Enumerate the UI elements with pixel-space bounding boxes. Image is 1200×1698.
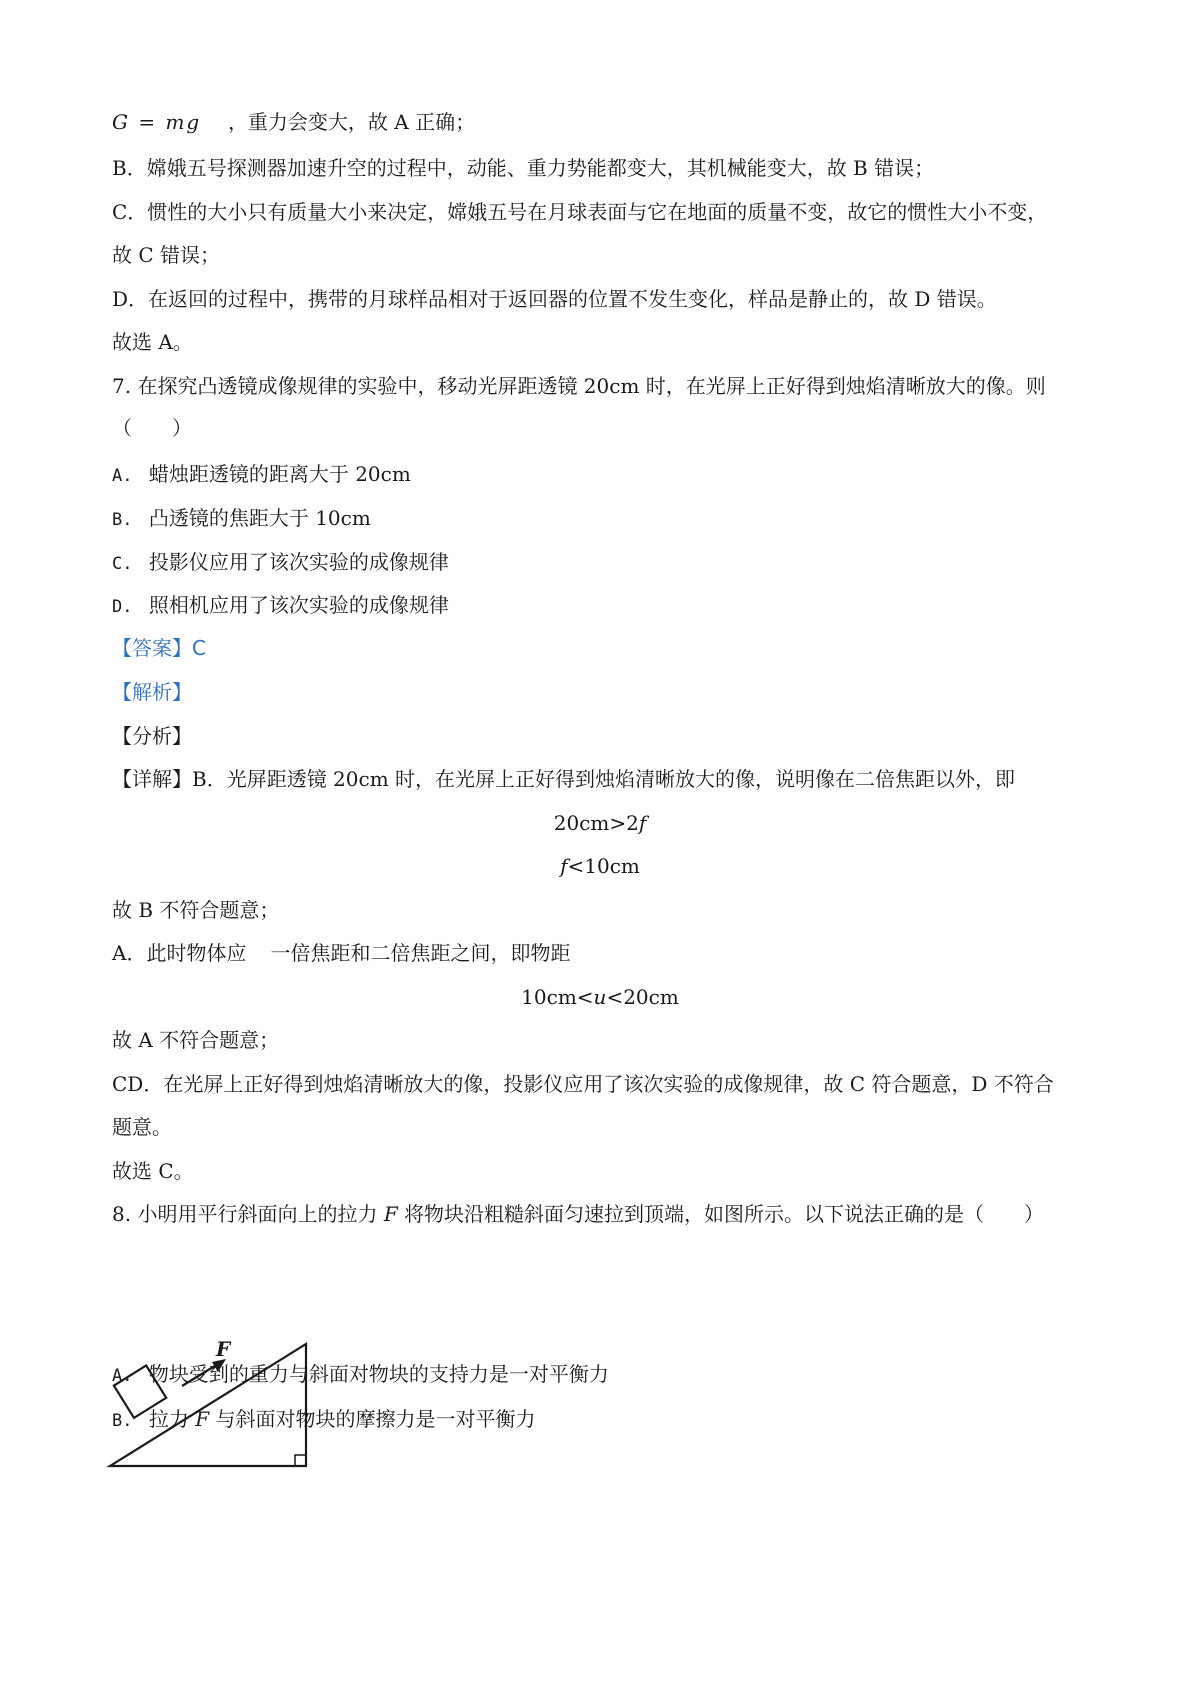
gravity-formula: G = mg (112, 110, 202, 134)
equation-1-var: f (638, 811, 647, 835)
option-text: 蜡烛距透镜的距离大于 20cm (148, 462, 411, 486)
text-line-option-d-explain: D．在返回的过程中，携带的月球样品相对于返回器的位置不发生变化，样品是静止的，故 D 错误。 (112, 287, 997, 311)
question-7-bracket: （ ） (112, 416, 192, 440)
text-line-option-b-explain: B．嫦娥五号探测器加速升空的过程中，动能、重力势能都变大，其机械能变大，故 B 错误； (112, 156, 935, 180)
answer-label: 【答案】 (112, 636, 192, 660)
detail-line-3-part-b: 一倍焦距和二倍焦距之间，即物距 (270, 941, 571, 965)
option-letter: B. (112, 510, 133, 530)
option-var: F (195, 1407, 210, 1431)
option-text-part-a: 拉力 (148, 1407, 189, 1431)
fenxi-label: 【分析】 (112, 724, 192, 748)
option-text: 凸透镜的焦距大于 10cm (148, 506, 371, 530)
detail-line-2: 故 B 不符合题意； (112, 898, 280, 922)
answer-value: C (192, 636, 206, 660)
detail-line-1: 【详解】B．光屏距透镜 20cm 时，在光屏上正好得到烛焰清晰放大的像，说明像在二倍焦距以外，即 (112, 767, 1016, 791)
answer-line (112, 634, 206, 662)
question-7-stem: 7. 在探究凸透镜成像规律的实验中，移动光屏距透镜 20cm 时，在光屏上正好得到烛焰清晰放大的像。则 (112, 374, 1046, 398)
question-8-stem-part-b: 将物块沿粗糙斜面匀速拉到顶端，如图所示。以下说法正确的是（ ） (404, 1202, 1045, 1226)
option-text: 投影仪应用了该次实验的成像规律 (148, 550, 449, 574)
question-7-option-c (112, 548, 449, 578)
option-text: 照相机应用了该次实验的成像规律 (148, 593, 449, 617)
option-letter: A. (112, 1366, 133, 1386)
equation-2-right: <10cm (567, 854, 640, 878)
detail-line-4: 故 A 不符合题意； (112, 1028, 280, 1052)
equation-3-left: 10cm< (521, 985, 594, 1009)
option-letter: A. (112, 466, 133, 486)
option-letter: C. (112, 554, 133, 574)
question-8-option-a (112, 1360, 609, 1390)
detail-line-3 (112, 939, 570, 967)
option-text-part-b: 与斜面对物块的摩擦力是一对平衡力 (215, 1407, 536, 1431)
question-8-stem-var: F (383, 1202, 398, 1226)
question-7-option-b (112, 504, 371, 534)
equation-1-left: 20cm>2 (553, 811, 639, 835)
gravity-conclusion: ，重力会变大，故 A 正确； (227, 110, 476, 134)
equation-2-var: f (560, 854, 568, 878)
detail-line-3-part-a: A．此时物体应 (112, 941, 247, 965)
option-letter: B. (112, 1411, 133, 1431)
equation-1 (0, 809, 1200, 837)
option-letter: D. (112, 597, 133, 617)
equation-3 (0, 983, 1200, 1011)
detail-line-6: 题意。 (112, 1115, 172, 1139)
question-8-stem-part-a: 8. 小明用平行斜面向上的拉力 (112, 1202, 378, 1226)
question-8-option-b (112, 1405, 535, 1435)
right-angle-mark (295, 1455, 306, 1466)
text-line-choose-a: 故选 A。 (112, 330, 193, 354)
text-line-option-c-conclusion: 故 C 错误； (112, 243, 221, 267)
question-8-stem (112, 1200, 1044, 1228)
option-text: 物块受到的重力与斜面对物块的支持力是一对平衡力 (148, 1362, 609, 1386)
detail-line-7: 故选 C。 (112, 1159, 194, 1183)
analysis-label: 【解析】 (112, 680, 192, 704)
equation-2 (0, 852, 1200, 880)
force-label: F (216, 1338, 231, 1361)
detail-line-5: CD．在光屏上正好得到烛焰清晰放大的像，投影仪应用了该次实验的成像规律，故 C 符合题意，D 不符合 (112, 1072, 1054, 1096)
equation-3-right: <20cm (606, 985, 679, 1009)
text-line-option-c-explain: C．惯性的大小只有质量大小来决定，嫦娥五号在月球表面与它在地面的质量不变，故它的惯性大小不变， (112, 200, 1048, 224)
incline-diagram (104, 1338, 314, 1468)
question-7-option-a (112, 460, 411, 490)
text-line-gravity (112, 108, 475, 136)
equation-3-var: u (593, 985, 607, 1009)
question-7-option-d (112, 591, 449, 621)
